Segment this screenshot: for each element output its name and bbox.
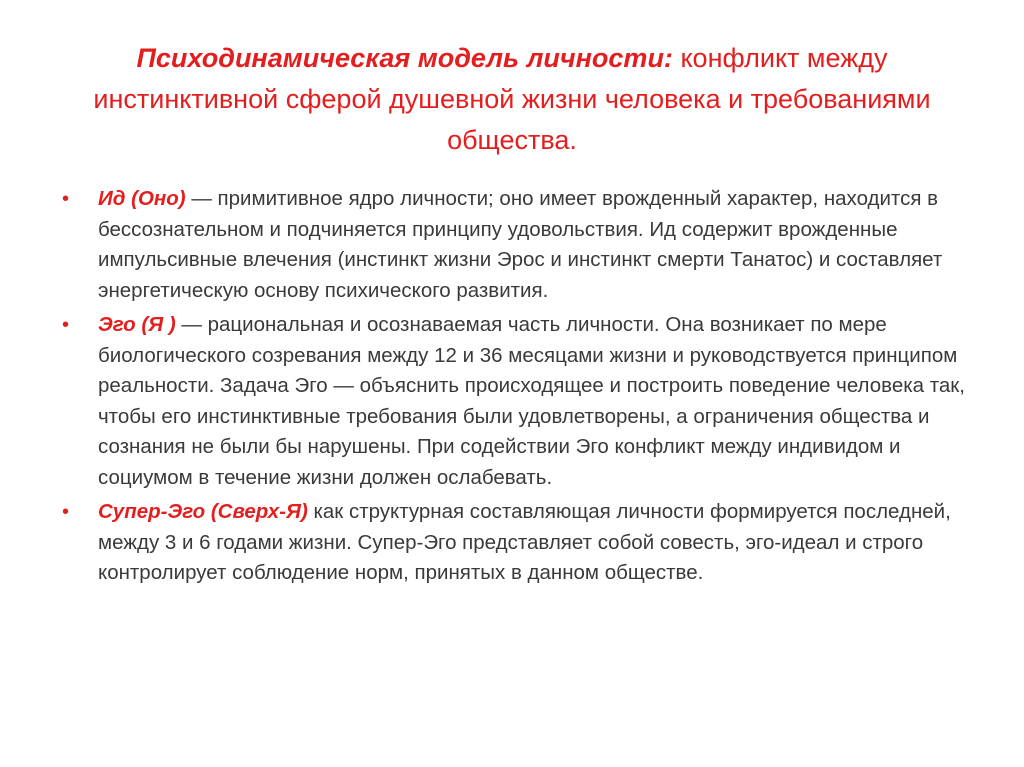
term-id: Ид (Оно): [98, 187, 186, 210]
item-text: — рациональная и осознаваемая часть личности. Она возникает по мере биологического созревания между 12 и 36 месяцами жизни и руководствуется принципом реальности. Задача Эго — объяснить происходящее и построить поведение человека так, чтобы его инстинктивные требования были удовлетворены, а ограничения общества и сознания не были бы нарушены. При содействии Эго конфликт между индивидом и социумом в течение жизни должен ослабевать.: [98, 313, 965, 489]
slide-title: [70, 38, 954, 161]
bullet-list: [62, 184, 978, 593]
bullet-icon: •: [62, 314, 70, 336]
bullet-icon: •: [62, 188, 70, 210]
title-emphasis: Психодинамическая модель личности:: [136, 43, 673, 73]
bullet-icon: •: [62, 501, 70, 523]
term-superego: Супер-Эго (Сверх-Я): [98, 500, 308, 523]
term-ego: Эго (Я ): [98, 313, 176, 336]
item-text: как структурная составляющая личности формируется последней, между 3 и 6 годами жизни. Супер-Эго представляет собой совесть, эго-идеал и строго контролирует соблюдение норм, принятых в данном обществе.: [98, 500, 951, 584]
title-rest: конфликт между инстинктивной сферой душевной жизни человека и требованиями общества.: [93, 43, 931, 155]
list-item-id: [62, 184, 978, 306]
item-text: — примитивное ядро личности; оно имеет врожденный характер, находится в бессознательном и подчиняется принципу удовольствия. Ид содержит врожденные импульсивные влечения (инстинкт жизни Эрос и инстинкт смерти Танатос) и составляет энергетическую основу психического развития.: [98, 187, 943, 302]
list-item-ego: [62, 310, 978, 493]
list-item-superego: [62, 497, 978, 589]
